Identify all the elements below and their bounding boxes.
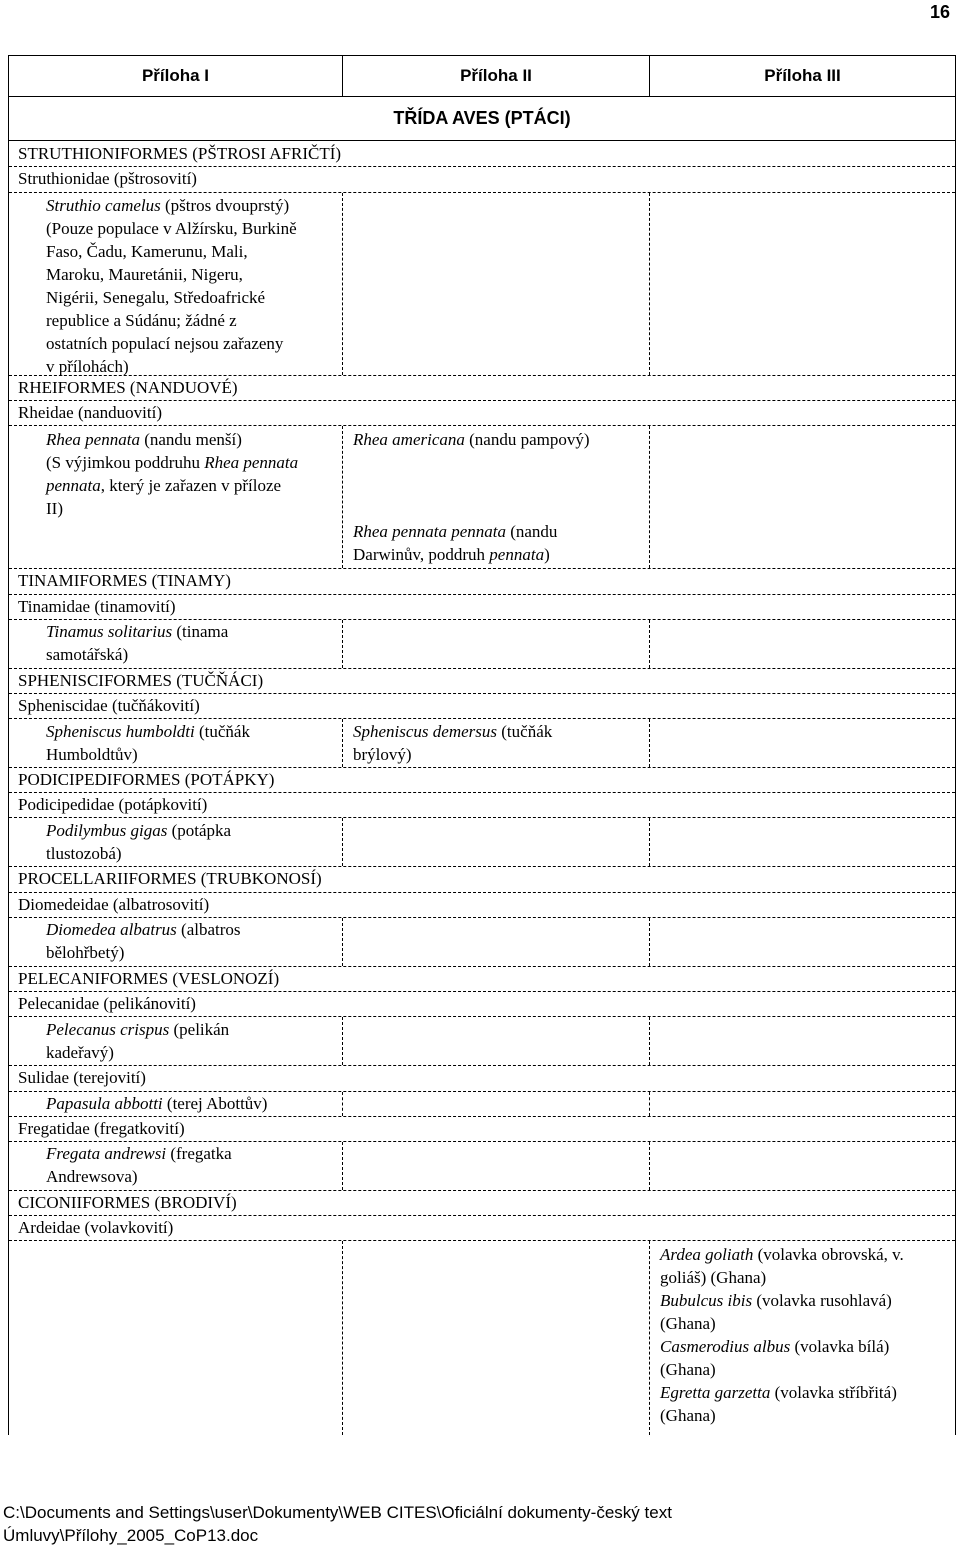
species-podilymbus-gigas: Podilymbus gigas (potápka tlustozobá) bbox=[46, 821, 232, 863]
order-ciconiiformes: CICONIIFORMES (BRODIVÍ) bbox=[18, 1193, 237, 1212]
family-podicipedidae: Podicipedidae (potápkovití) bbox=[18, 795, 208, 814]
footer-file-path bbox=[3, 1501, 672, 1547]
family-sulidae: Sulidae (terejovití) bbox=[18, 1068, 146, 1087]
order-tinamiformes: TINAMIFORMES (TINAMY) bbox=[18, 571, 231, 590]
column-divider bbox=[342, 1241, 343, 1435]
species-papasula-abbotti: Papasula abbotti (terej Abottův) bbox=[46, 1094, 268, 1113]
species-fregata-andrewsi: Fregata andrewsi (fregatka Andrewsova) bbox=[46, 1144, 232, 1186]
order-struthioniformes: STRUTHIONIFORMES (PŠTROSI AFRIČTÍ) bbox=[18, 144, 342, 163]
footer-line: Úmluvy\Přílohy_2005_CoP13.doc bbox=[3, 1526, 259, 1545]
column-divider bbox=[649, 620, 650, 668]
species-rhea-pennata: Rhea pennata (nandu menší) (S výjimkou poddruhu Rhea pennata pennata, který je zařazen v příloze II) bbox=[46, 430, 299, 518]
column-divider bbox=[342, 1092, 343, 1116]
footer-line: C:\Documents and Settings\user\Dokumenty\WEB CITES\Oficiální dokumenty-český text bbox=[3, 1503, 672, 1522]
family-rheidae: Rheidae (nanduovití) bbox=[18, 403, 162, 422]
column-divider bbox=[649, 426, 650, 568]
column-divider bbox=[342, 1017, 343, 1065]
column-divider bbox=[649, 193, 650, 375]
column-divider bbox=[342, 719, 343, 767]
family-pelecanidae: Pelecanidae (pelikánovití) bbox=[18, 994, 196, 1013]
row-separator bbox=[9, 1016, 955, 1017]
row-separator bbox=[9, 817, 955, 818]
column-divider bbox=[342, 1142, 343, 1190]
column-divider bbox=[649, 1241, 650, 1435]
column-divider bbox=[342, 818, 343, 866]
species-struthio-camelus: Struthio camelus (pštros dvouprstý) (Pouze populace v Alžírsku, Burkině Faso, Čadu, Kamerunu, Mali, Maroku, Mauretánii, Nigeru, Nigérii, Senegalu, Středoafrické republice a Súdánu; žádné z ostatních populací nejsou zařazeny v přílohách) bbox=[46, 196, 297, 376]
class-title: TŘÍDA AVES (PTÁCI) bbox=[393, 108, 571, 128]
column-divider bbox=[649, 719, 650, 767]
header-appendix-2: Příloha II bbox=[343, 55, 649, 97]
header-appendix-3: Příloha III bbox=[650, 55, 955, 97]
column-divider bbox=[649, 918, 650, 966]
header-divider bbox=[649, 55, 650, 97]
family-tinamidae: Tinamidae (tinamovití) bbox=[18, 597, 176, 616]
row-separator bbox=[9, 1240, 955, 1241]
column-divider bbox=[649, 818, 650, 866]
row-separator bbox=[9, 1065, 955, 1066]
header-appendix-1: Příloha I bbox=[9, 55, 342, 97]
title-rule bbox=[9, 140, 955, 141]
family-diomedeidae: Diomedeidae (albatrosovití) bbox=[18, 895, 210, 914]
column-divider bbox=[342, 918, 343, 966]
row-separator bbox=[9, 425, 955, 426]
column-divider bbox=[649, 1142, 650, 1190]
species-tinamus-solitarius: Tinamus solitarius (tinama samotářská) bbox=[46, 622, 229, 664]
species-spheniscus-demersus: Spheniscus demersus (tučňák brýlový) bbox=[353, 722, 553, 764]
row-separator bbox=[9, 192, 955, 193]
row-separator bbox=[9, 718, 955, 719]
family-spheniscidae: Spheniscidae (tučňákovití) bbox=[18, 696, 200, 715]
page-number: 16 bbox=[929, 2, 950, 22]
family-fregatidae: Fregatidae (fregatkovití) bbox=[18, 1119, 185, 1138]
column-divider bbox=[342, 193, 343, 375]
header-divider bbox=[342, 55, 343, 97]
order-rheiformes: RHEIFORMES (NANDUOVÉ) bbox=[18, 378, 238, 397]
order-procellariiformes: PROCELLARIIFORMES (TRUBKONOSÍ) bbox=[18, 869, 322, 888]
order-sphenisciformes: SPHENISCIFORMES (TUČŇÁCI) bbox=[18, 671, 264, 690]
column-divider bbox=[649, 1017, 650, 1065]
order-pelecaniformes: PELECANIFORMES (VESLONOZÍ) bbox=[18, 969, 280, 988]
column-divider bbox=[342, 426, 343, 568]
species-rhea-pennata-pennata: Rhea pennata pennata (nandu Darwinův, poddruh pennata) bbox=[353, 522, 558, 564]
species-rhea-americana: Rhea americana (nandu pampový) bbox=[353, 430, 590, 449]
species-ardeidae-appendix-3-list: Ardea goliath (volavka obrovská, v. goliáš) (Ghana) Bubulcus ibis (volavka rusohlavá) (Ghana) Casmerodius albus (volavka bílá) (Ghana) Egretta garzetta (volavka stříbřitá) (Ghana) bbox=[660, 1245, 904, 1425]
column-divider bbox=[342, 620, 343, 668]
species-spheniscus-humboldti: Spheniscus humboldti (tučňák Humboldtův) bbox=[46, 722, 250, 764]
species-diomedea-albatrus: Diomedea albatrus (albatros bělohřbetý) bbox=[46, 920, 241, 962]
family-ardeidae: Ardeidae (volavkovití) bbox=[18, 1218, 174, 1237]
order-podicipediformes: PODICIPEDIFORMES (POTÁPKY) bbox=[18, 770, 275, 789]
species-pelecanus-crispus: Pelecanus crispus (pelikán kadeřavý) bbox=[46, 1020, 230, 1062]
family-struthionidae: Struthionidae (pštrosovití) bbox=[18, 169, 197, 188]
column-divider bbox=[649, 1092, 650, 1116]
